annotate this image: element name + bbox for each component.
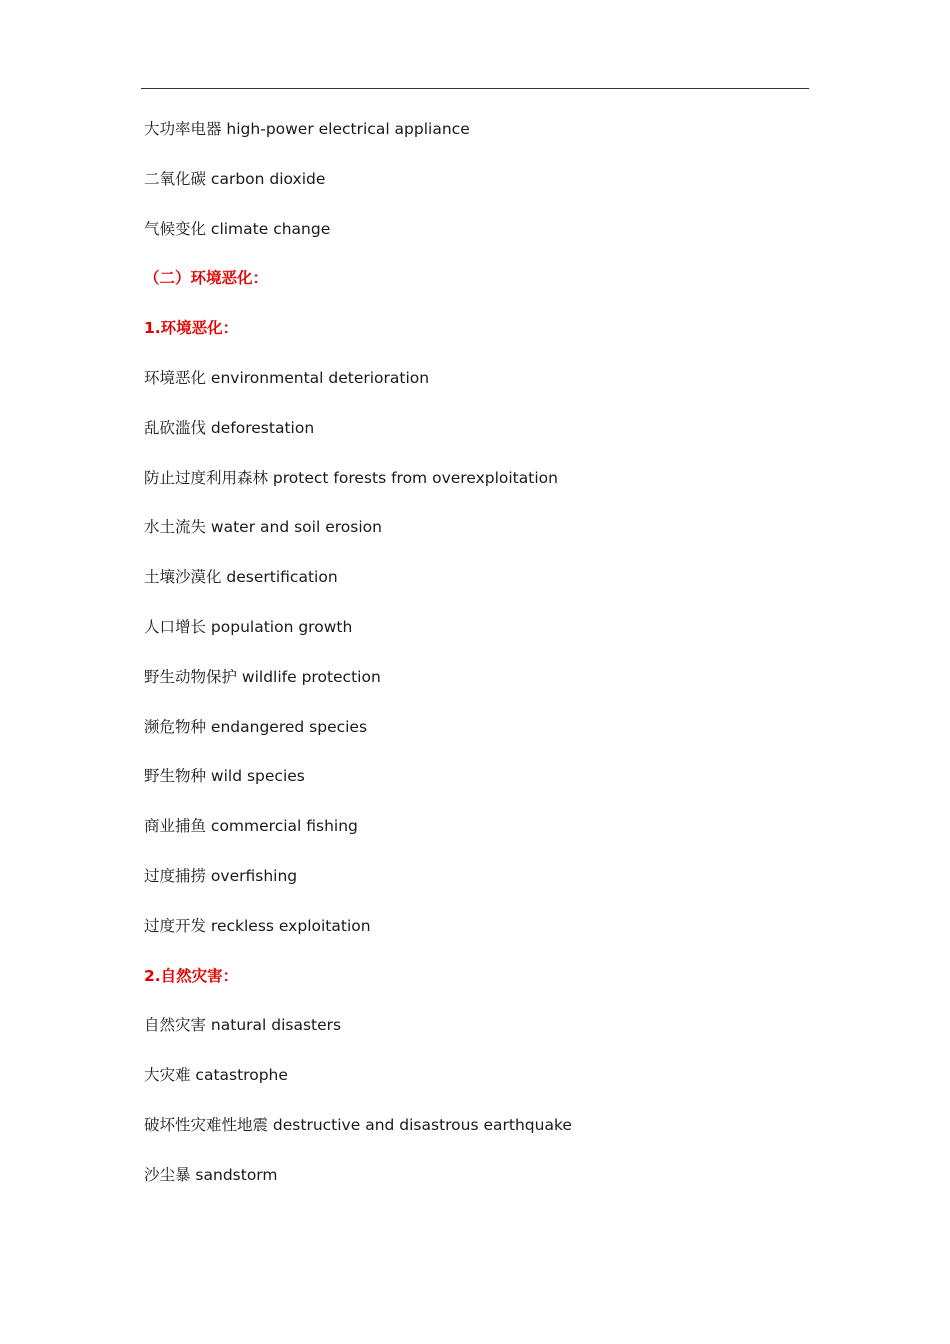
term-line: 大功率电器 high-power electrical appliance	[144, 120, 470, 138]
term-line: 商业捕鱼 commercial fishing	[144, 817, 358, 836]
term-line: 环境恶化 environmental deterioration	[144, 368, 430, 387]
term-line: 气候变化 climate change	[144, 219, 331, 238]
term-line: 过度捕捞 overfishing	[144, 866, 298, 885]
term-line: 水土流失 water and soil erosion	[144, 518, 382, 537]
term-line: 野生动物保护 wildlife protection	[144, 667, 381, 686]
term-line: 野生物种 wild species	[144, 767, 305, 786]
term-line: 土壤沙漠化 desertification	[144, 568, 338, 587]
subsection-heading: 1.环境恶化：	[144, 319, 239, 338]
subsection-heading: 2.自然灾害：	[144, 966, 239, 985]
term-line: 过度开发 reckless exploitation	[144, 916, 371, 935]
term-line: 二氧化碳 carbon dioxide	[144, 169, 326, 188]
document-body	[144, 114, 824, 1210]
term-line: 沙尘暴 sandstorm	[144, 1165, 278, 1184]
term-line: 濒危物种 endangered species	[144, 717, 368, 736]
section-heading: （二）环境恶化：	[144, 269, 269, 288]
term-line: 乱砍滥伐 deforestation	[144, 418, 315, 437]
header-rule	[141, 88, 809, 89]
term-line: 破坏性灾难性地震 destructive and disastrous earthquake	[144, 1115, 572, 1134]
term-line: 防止过度利用森林 protect forests from overexploitation	[144, 468, 558, 487]
term-line: 人口增长 population growth	[144, 617, 353, 636]
term-line: 自然灾害 natural disasters	[144, 1016, 342, 1035]
term-line: 大灾难 catastrophe	[144, 1066, 288, 1085]
